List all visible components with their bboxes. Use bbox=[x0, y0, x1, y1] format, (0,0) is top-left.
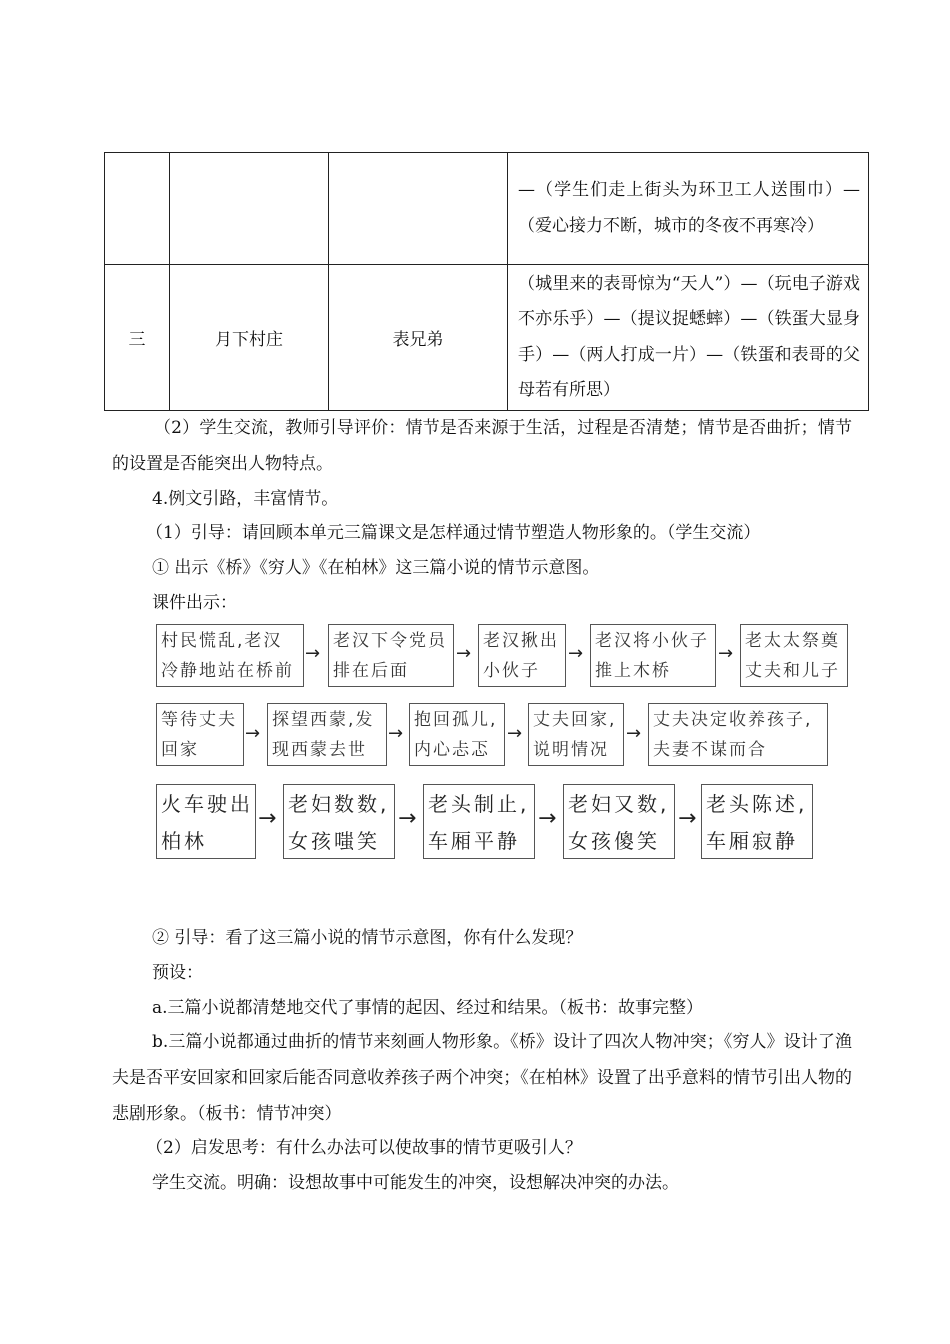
arrow-icon: → bbox=[398, 806, 417, 831]
arrow-icon: → bbox=[388, 723, 404, 744]
flow-berlin-step-5: 老头陈述, 车厢寂静 bbox=[701, 784, 813, 859]
cell-number bbox=[105, 153, 170, 265]
arrow-icon: → bbox=[258, 806, 277, 831]
cell-number: 三 bbox=[105, 265, 170, 411]
flow-berlin-step-4: 老妇又数, 女孩傻笑 bbox=[563, 784, 675, 859]
cell-plot: （城里来的表哥惊为“天人”）—（玩电子游戏不亦乐乎）—（提议捉蟋蟀）—（铁蛋大显身手）—（两人打成一片）—（铁蛋和表哥的父母若有所思） bbox=[508, 265, 869, 411]
paragraph-show-diagrams: ① 出示《桥》《穷人》《在柏林》这三篇小说的情节示意图。 bbox=[152, 558, 600, 578]
flow-berlin-step-3: 老头制止, 车厢平静 bbox=[423, 784, 535, 859]
arrow-icon: → bbox=[678, 806, 697, 831]
flow-poor-step-4: 丈夫回家, 说明情况 bbox=[528, 703, 624, 766]
flow-poor-step-3: 抱回孤儿, 内心忐忑 bbox=[409, 703, 505, 766]
arrow-icon: → bbox=[245, 723, 261, 744]
flow-berlin-step-2: 老妇数数, 女孩嗤笑 bbox=[283, 784, 395, 859]
paragraph-inspire: （2）启发思考：有什么办法可以使故事的情节更吸引人？ bbox=[146, 1138, 582, 1158]
paragraph-discovery: ② 引导：看了这三篇小说的情节示意图，你有什么发现？ bbox=[152, 928, 583, 948]
cell-character bbox=[329, 153, 508, 265]
cell-title: 月下村庄 bbox=[170, 265, 329, 411]
paragraph-heading-4: 4.例文引路，丰富情节。 bbox=[152, 489, 339, 509]
paragraph-preset: 预设： bbox=[152, 963, 203, 983]
flow-berlin-step-1: 火车驶出 柏林 bbox=[156, 784, 256, 859]
arrow-icon: → bbox=[538, 806, 557, 831]
arrow-icon: → bbox=[507, 723, 523, 744]
flow-poor-step-1: 等待丈夫 回家 bbox=[156, 703, 244, 766]
cell-plot: —（学生们走上街头为环卫工人送围巾）—（爱心接力不断，城市的冬夜不再寒冷） bbox=[508, 153, 869, 265]
plot-table bbox=[104, 152, 869, 411]
paragraph-evaluation: （2）学生交流，教师引导评价：情节是否来源于生活，过程是否清楚；情节是否曲折；情节的设置是否能突出人物特点。 bbox=[112, 418, 852, 474]
arrow-icon: → bbox=[568, 643, 584, 664]
paragraph-point-a: a.三篇小说都清楚地交代了事情的起因、经过和结果。（板书：故事完整） bbox=[152, 998, 704, 1018]
paragraph-guide: （1）引导：请回顾本单元三篇课文是怎样通过情节塑造人物形象的。（学生交流） bbox=[146, 523, 761, 543]
flow-bridge-step-4: 老汉将小伙子 推上木桥 bbox=[590, 624, 716, 687]
arrow-icon: → bbox=[305, 643, 321, 664]
cell-title bbox=[170, 153, 329, 265]
table-row bbox=[105, 153, 869, 265]
table-row bbox=[105, 265, 869, 411]
flow-bridge-step-3: 老汉揪出 小伙子 bbox=[478, 624, 566, 687]
arrow-icon: → bbox=[456, 643, 472, 664]
flow-bridge-step-1: 村民慌乱,老汉 冷静地站在桥前 bbox=[156, 624, 304, 687]
arrow-icon: → bbox=[626, 723, 642, 744]
paragraph-conclusion: 学生交流。明确：设想故事中可能发生的冲突，设想解决冲突的办法。 bbox=[152, 1173, 679, 1193]
arrow-icon: → bbox=[718, 643, 734, 664]
flow-poor-step-2: 探望西蒙,发 现西蒙去世 bbox=[267, 703, 387, 766]
flow-bridge-step-5: 老太太祭奠 丈夫和儿子 bbox=[740, 624, 848, 687]
flow-bridge-step-2: 老汉下令党员 排在后面 bbox=[328, 624, 454, 687]
paragraph-point-b: b.三篇小说都通过曲折的情节来刻画人物形象。《桥》设计了四次人物冲突；《穷人》设计了渔夫是否平安回家和回家后能否同意收养孩子两个冲突；《在柏林》设置了出乎意料的情节引出人物的悲剧形象。（板书：情节冲突） bbox=[112, 1032, 852, 1124]
flow-poor-step-5: 丈夫决定收养孩子, 夫妻不谋而合 bbox=[648, 703, 828, 766]
paragraph-courseware: 课件出示： bbox=[152, 593, 237, 613]
cell-character: 表兄弟 bbox=[329, 265, 508, 411]
